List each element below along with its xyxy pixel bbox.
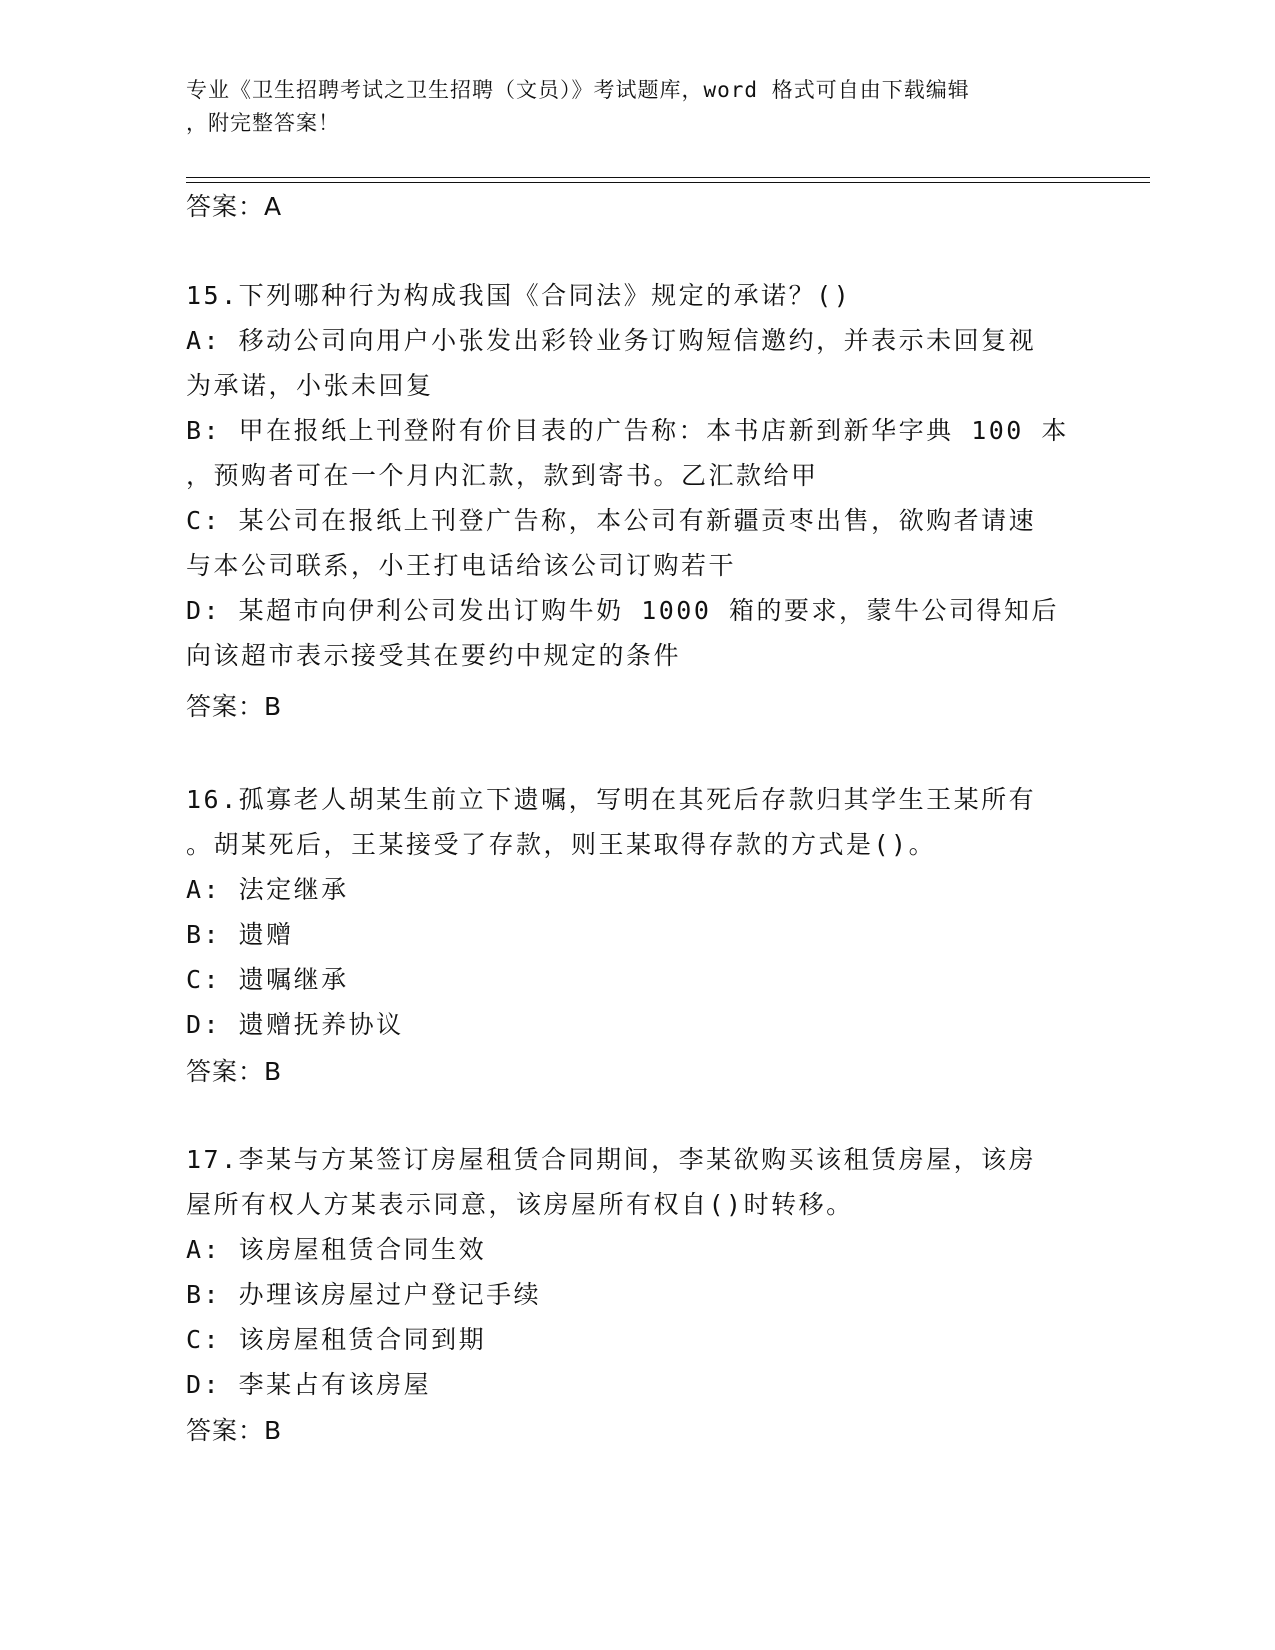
question-block — [186, 777, 1076, 1047]
question-block — [186, 273, 1076, 678]
question-stem: 17.李某与方某签订房屋租赁合同期间，李某欲购买该租赁房屋，该房 — [186, 1145, 1037, 1174]
option-c-cont: 与本公司联系，小王打电话给该公司订购若干 — [186, 551, 737, 580]
option-a-cont: 为承诺，小张未回复 — [186, 371, 434, 400]
option-a: A: 法定继承 — [186, 875, 349, 904]
header-rule-bottom — [186, 182, 1150, 183]
option-b: B: 甲在报纸上刊登附有价目表的广告称：本书店新到新华字典 100 本 — [186, 416, 1069, 445]
question-block — [186, 1137, 1076, 1407]
option-d-cont: 向该超市表示接受其在要约中规定的条件 — [186, 641, 682, 670]
option-a: A: 该房屋租赁合同生效 — [186, 1235, 487, 1264]
option-d: D: 遗赠抚养协议 — [186, 1010, 404, 1039]
option-b-cont: ，预购者可在一个月内汇款，款到寄书。乙汇款给甲 — [186, 461, 819, 490]
option-b: B: 遗赠 — [186, 920, 294, 949]
option-c: C: 遗嘱继承 — [186, 965, 349, 994]
answer-line: 答案：A — [186, 192, 283, 221]
page-header — [186, 74, 1066, 140]
question-stem-cont: 屋所有权人方某表示同意，该房屋所有权自()时转移。 — [186, 1190, 854, 1219]
option-b: B: 办理该房屋过户登记手续 — [186, 1280, 542, 1309]
header-line-1: 专业《卫生招聘考试之卫生招聘（文员）》考试题库，word 格式可自由下载编辑 — [186, 78, 970, 102]
option-c: C: 某公司在报纸上刊登广告称，本公司有新疆贡枣出售，欲购者请速 — [186, 506, 1037, 535]
question-stem: 16.孤寡老人胡某生前立下遗嘱，写明在其死后存款归其学生王某所有 — [186, 785, 1037, 814]
option-a: A: 移动公司向用户小张发出彩铃业务订购短信邀约，并表示未回复视 — [186, 326, 1037, 355]
header-rule-top — [186, 177, 1150, 178]
answer-line: 答案：B — [186, 692, 283, 721]
answer-line: 答案：B — [186, 1057, 283, 1086]
question-stem: 15.下列哪种行为构成我国《合同法》规定的承诺？() — [186, 281, 852, 310]
option-d: D: 李某占有该房屋 — [186, 1370, 432, 1399]
question-stem-cont: 。胡某死后，王某接受了存款，则王某取得存款的方式是()。 — [186, 830, 937, 859]
option-c: C: 该房屋租赁合同到期 — [186, 1325, 487, 1354]
header-line-2: ，附完整答案！ — [186, 111, 340, 135]
answer-line: 答案：B — [186, 1416, 283, 1445]
option-d: D: 某超市向伊利公司发出订购牛奶 1000 箱的要求，蒙牛公司得知后 — [186, 596, 1059, 625]
